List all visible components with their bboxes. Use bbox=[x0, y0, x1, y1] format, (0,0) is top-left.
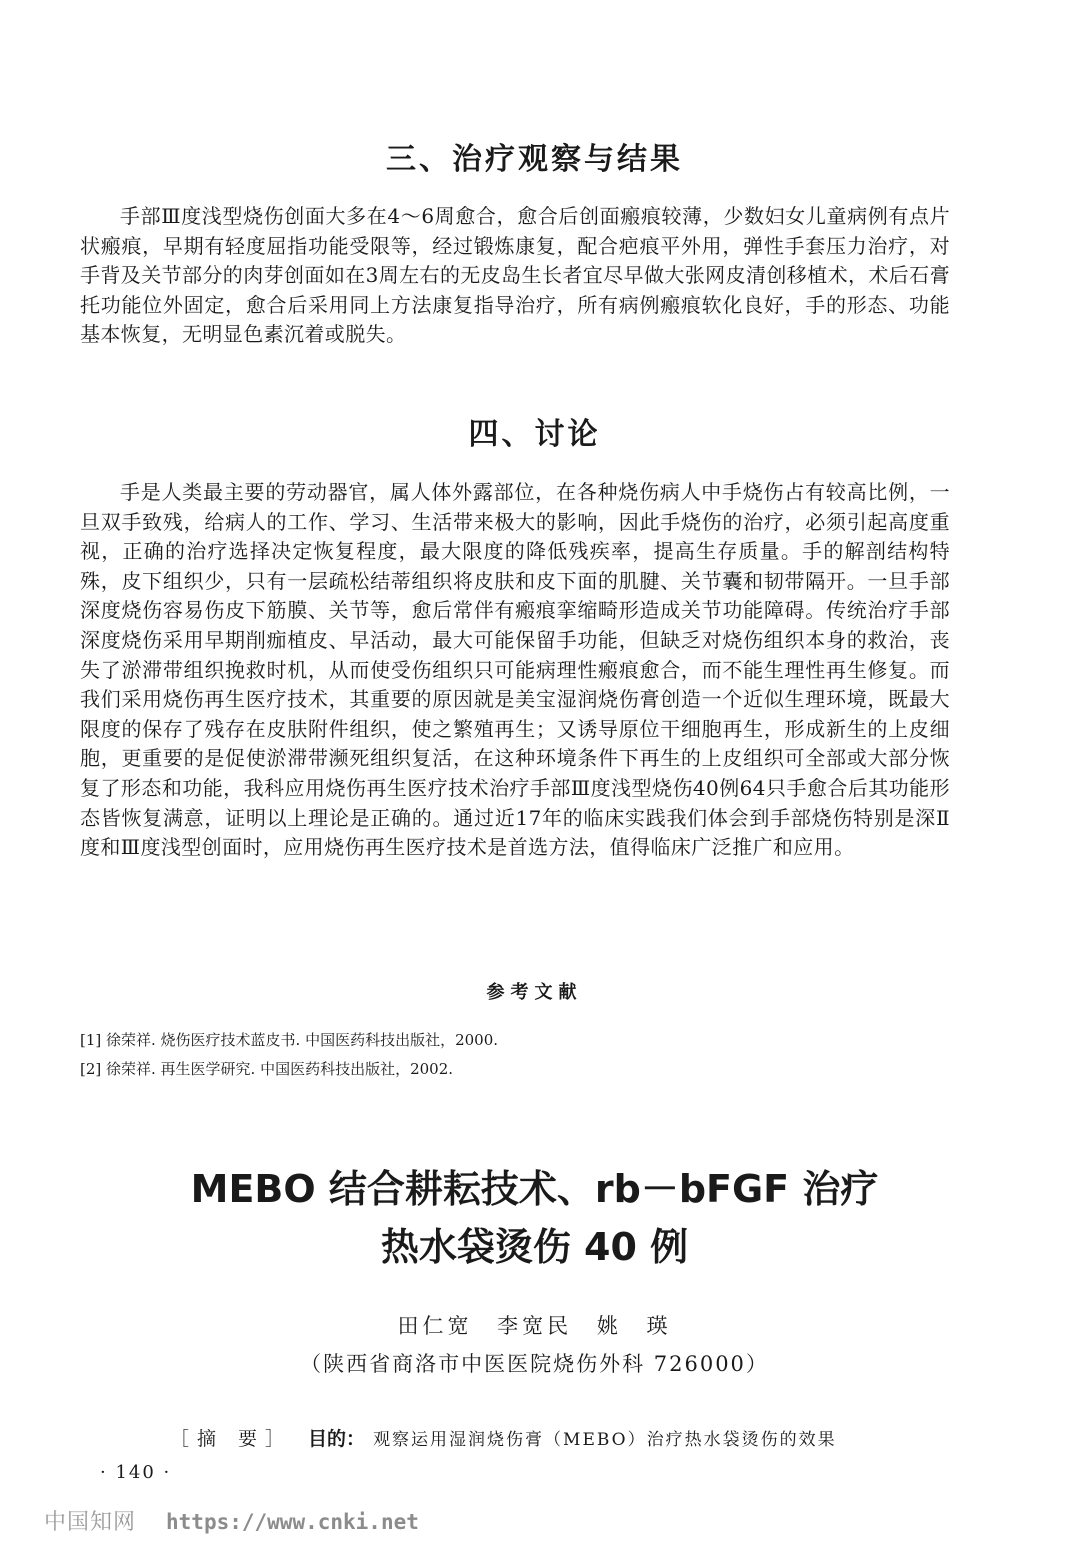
article-title-line-1: MEBO 结合耕耘技术、rb－bFGF 治疗 bbox=[190, 1167, 879, 1211]
abstract-line bbox=[170, 1424, 837, 1451]
reference-item-1: [1] 徐荣祥. 烧伤医疗技术蓝皮书. 中国医药科技出版社，2000. bbox=[80, 1031, 499, 1049]
article-title bbox=[0, 1160, 1069, 1276]
results-text: 手部Ⅲ度浅型烧伤创面大多在4～6周愈合，愈合后创面瘢痕较薄，少数妇女儿童病例有点片状瘢痕，早期有轻度屈指功能受限等，经过锻炼康复，配合疤痕平外用，弹性手套压力治疗，对手背及关节部分的肉芽创面如在3周左右的无皮岛生长者宜尽早做大张网皮清创移植术，术后石膏托功能位外固定，愈合后采用同上方法康复指导治疗，所有病例瘢痕软化良好，手的形态、功能基本恢复，无明显色素沉着或脱失。 bbox=[80, 204, 950, 347]
abstract-label: ［摘 要］ bbox=[170, 1428, 293, 1450]
abstract-text: 观察运用湿润烧伤膏（MEBO）治疗热水袋烫伤的效果 bbox=[373, 1430, 837, 1450]
section-heading-results: 三、治疗观察与结果 bbox=[386, 142, 683, 177]
footer-url[interactable]: https://www.cnki.net bbox=[166, 1510, 419, 1534]
footer-watermark bbox=[44, 1505, 419, 1536]
section-heading-discussion: 四、讨论 bbox=[468, 417, 601, 452]
abstract-purpose-label: 目的： bbox=[308, 1428, 366, 1450]
article-affiliation: （陕西省商洛市中医医院烧伤外科 726000） bbox=[300, 1352, 769, 1376]
reference-item-2: [2] 徐荣祥. 再生医学研究. 中国医药科技出版社，2002. bbox=[80, 1060, 454, 1078]
references-list bbox=[80, 1026, 960, 1084]
article-authors: 田仁宽 李宽民 姚 瑛 bbox=[397, 1314, 672, 1338]
page-number: · 140 · bbox=[100, 1462, 172, 1483]
references-heading: 参考文献 bbox=[486, 982, 583, 1003]
results-paragraph bbox=[80, 202, 950, 350]
footer-site-name: 中国知网 bbox=[44, 1510, 137, 1535]
discussion-text: 手是人类最主要的劳动器官，属人体外露部位，在各种烧伤病人中手烧伤占有较高比例，一旦双手致残，给病人的工作、学习、生活带来极大的影响，因此手烧伤的治疗，必须引起高度重视，正确的治疗选择决定恢复程度，最大限度的降低残疾率，提高生存质量。手的解剖结构特殊，皮下组织少，只有一层疏松结蒂组织将皮肤和皮下面的肌腱、关节囊和韧带隔开。一旦手部深度烧伤容易伤皮下筋膜、关节等，愈后常伴有瘢痕挛缩畸形造成关节功能障碍。传统治疗手部深度烧伤采用早期削痂植皮、早活动，最大可能保留手功能，但缺乏对烧伤组织本身的救治，丧失了淤滞带组织挽救时机，从而使受伤组织只可能病理性瘢痕愈合，而不能生理性再生修复。而我们采用烧伤再生医疗技术，其重要的原因就是美宝湿润烧伤膏创造一个近似生理环境，既最大限度的保存了残存在皮肤附件组织，使之繁殖再生；又诱导原位干细胞再生，形成新生的上皮细胞，更重要的是促使淤滞带濒死组织复活，在这种环境条件下再生的上皮组织可全部或大部分恢复了形态和功能，我科应用烧伤再生医疗技术治疗手部Ⅲ度浅型烧伤40例64只手愈合后其功能形态皆恢复满意，证明以上理论是正确的。通过近17年的临床实践我们体会到手部烧伤特别是深Ⅱ度和Ⅲ度浅型创面时，应用烧伤再生医疗技术是首选方法，值得临床广泛推广和应用。 bbox=[80, 480, 950, 860]
discussion-paragraph bbox=[80, 478, 950, 863]
article-title-line-2: 热水袋烫伤 40 例 bbox=[380, 1225, 689, 1269]
